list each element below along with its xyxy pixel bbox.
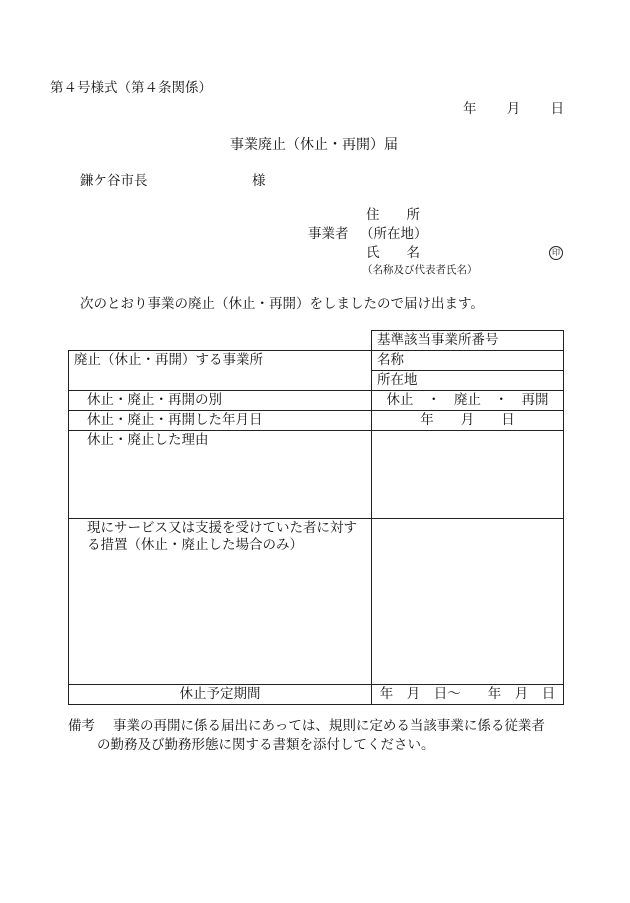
- date-day: 日: [550, 101, 565, 117]
- office-location-label: 所在地: [372, 371, 564, 391]
- office-label: 廃止（休止・再開）する事業所: [69, 351, 372, 391]
- form-number: 第４号様式（第４条関係）: [50, 80, 212, 96]
- applicant-label: 事業者: [308, 226, 349, 242]
- addressee-name: 鎌ケ谷市長: [80, 173, 148, 189]
- period-label: 休止予定期間: [69, 685, 372, 705]
- reason-label: 休止・廃止した理由: [69, 431, 372, 519]
- name-label: 氏 名: [366, 245, 420, 261]
- date-line: [463, 103, 564, 117]
- address-label: 住 所: [366, 207, 420, 223]
- remarks-line-1: 事業の再開に係る届出にあっては、規則に定める当該事業に係る従業者: [113, 718, 545, 734]
- remarks-line-2: の勤務及び勤務形態に関する書類を添付してください。: [97, 737, 435, 753]
- notification-table: [68, 330, 564, 705]
- reason-field[interactable]: [372, 431, 564, 519]
- remarks-label: 備考: [68, 718, 95, 734]
- date-value[interactable]: 年 月 日: [372, 411, 564, 431]
- measures-label: 現にサービス又は支援を受けていた者に対する措置（休止・廃止した場合のみ）: [69, 519, 372, 685]
- date-year: 年: [463, 101, 477, 117]
- measures-field[interactable]: [372, 519, 564, 685]
- blank-cell: [69, 331, 372, 351]
- date-label: 休止・廃止・再開した年月日: [69, 411, 372, 431]
- office-number-label: 基準該当事業所番号: [372, 331, 564, 351]
- office-name-label: 名称: [372, 351, 564, 371]
- date-month: 月: [506, 101, 521, 117]
- location-label: （所在地）: [360, 226, 428, 242]
- seal-mark: 印: [549, 246, 563, 260]
- addressee-honorific: 様: [252, 173, 266, 189]
- type-options[interactable]: 休止 ・ 廃止 ・ 再開: [372, 391, 564, 411]
- document-title: 事業廃止（休止・再開）届: [230, 137, 398, 153]
- period-value[interactable]: 年 月 日～ 年 月 日: [372, 685, 564, 705]
- name-note: （名称及び代表者氏名）: [362, 264, 478, 276]
- intro-text: 次のとおり事業の廃止（休止・再開）をしましたので届け出ます。: [80, 296, 484, 312]
- type-label: 休止・廃止・再開の別: [69, 391, 372, 411]
